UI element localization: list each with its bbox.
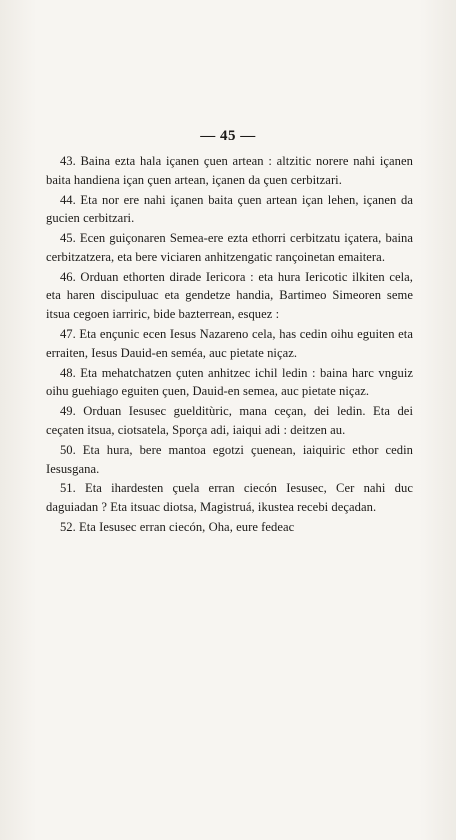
verse-43 <box>46 152 413 189</box>
verse-46 <box>46 268 413 324</box>
verse-45 <box>46 229 413 266</box>
verse-number: 49. <box>60 404 76 419</box>
verse-text: Orduan ethorten dirade Iericora : eta hura Iericotic ilkiten cela, eta haren discipuluac eta gendetze handia, Bartimeo Simeoren seme itsua cegoen iarriric, bide bazterrean, esquez : <box>46 269 413 322</box>
verse-52 <box>46 518 413 537</box>
verse-text: Eta ihardesten çuela erran ciecón Iesusec, Cer nahi duc daguiadan ? Eta itsuac diotsa, Magistruá, ikustea recebi deçadan. <box>46 481 413 515</box>
verse-text: Eta nor ere nahi içanen baita çuen artean içan lehen, içanen da gucien cerbitzari. <box>46 192 413 226</box>
verse-49 <box>46 402 413 439</box>
verse-47 <box>46 325 413 362</box>
verse-number: 43. <box>60 154 76 168</box>
verse-text: Baina ezta hala içanen çuen artean : altzitic norere nahi içanen baita handiena içan çuen artean, içanen da çuen cerbitzari. <box>46 154 413 187</box>
verse-text: Eta Iesusec erran ciecón, Oha, eure fedeac <box>78 520 295 535</box>
verse-number: 52. <box>60 520 76 535</box>
verse-48 <box>46 364 413 401</box>
verse-text-block <box>46 152 413 538</box>
verse-text: Orduan Iesusec guelditùric, mana ceçan, dei ledin. Eta dei ceçaten itsua, ciotsatela, Sporça adi, iaiqui adi : deitzen au. <box>46 404 413 437</box>
verse-text: Eta hura, bere mantoa egotzi çuenean, iaiquiric ethor cedin Iesusgana. <box>46 442 413 476</box>
verse-text: Ecen guiçonaren Semea-ere ezta ethorri cerbitzatu içatera, baina cerbitzatzera, eta bere viciaren anhitzengatic rançoinetan emaitera. <box>46 231 413 264</box>
verse-text: Eta ençunic ecen Iesus Nazareno cela, has cedin oihu eguiten eta erraiten, Iesus Dauid-en seméa, auc pietate niçaz. <box>46 327 413 360</box>
verse-number: 48. <box>60 365 76 380</box>
verse-number: 45. <box>60 231 76 246</box>
verse-number: 50. <box>60 442 76 457</box>
page-number: — 45 — <box>200 128 256 144</box>
verse-50 <box>46 441 413 478</box>
verse-51 <box>46 479 413 516</box>
verse-number: 47. <box>60 327 76 342</box>
verse-number: 51. <box>60 481 76 496</box>
verse-number: 46. <box>60 269 76 284</box>
verse-text: Eta mehatchatzen çuten anhitzec ichil ledin : baina harc vnguiz oihu guehiago eguiten çuen, Dauid-en semea, auc pietate niçaz. <box>46 365 414 399</box>
verse-44 <box>46 191 413 228</box>
verse-number: 44. <box>60 192 76 207</box>
